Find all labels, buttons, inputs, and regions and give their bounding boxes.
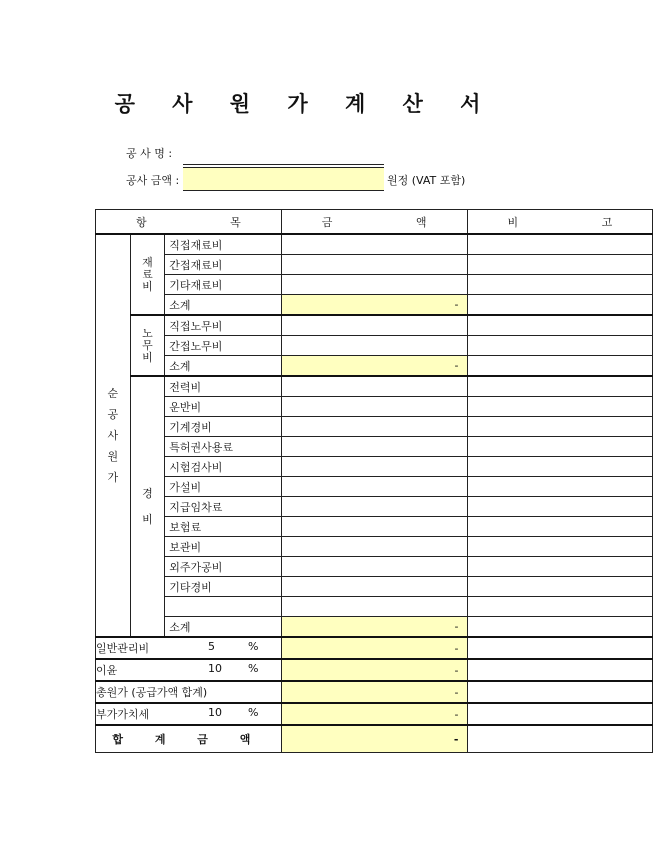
grand-total-label: 합 계 금 액 [96, 725, 282, 753]
amount-cell[interactable] [281, 477, 467, 497]
remark-cell[interactable] [467, 617, 653, 638]
subtotal-label: 소계 [165, 295, 282, 316]
subtotal-row [96, 356, 653, 377]
remark-cell[interactable] [467, 356, 653, 377]
table-row [96, 255, 653, 275]
amount-cell[interactable] [281, 437, 467, 457]
table-row [96, 497, 653, 517]
table-row [96, 437, 653, 457]
remark-cell[interactable] [467, 397, 653, 417]
item-label: 기타재료비 [165, 275, 282, 295]
header-item: 항 목 [96, 210, 282, 235]
item-label: 시험검사비 [165, 457, 282, 477]
item-label: 전력비 [165, 376, 282, 397]
remark-cell[interactable] [467, 275, 653, 295]
remark-cell[interactable] [467, 557, 653, 577]
amount-cell[interactable] [281, 597, 467, 617]
table-row [96, 597, 653, 617]
remark-cell[interactable] [467, 295, 653, 316]
header-row [96, 210, 653, 235]
item-label: 기타경비 [165, 577, 282, 597]
item-label [165, 597, 282, 617]
group-material: 재 료 비 [130, 234, 165, 315]
subtotal-amount: - [281, 356, 467, 377]
amount-cell[interactable] [281, 457, 467, 477]
remark-cell[interactable] [467, 637, 653, 659]
remark-cell[interactable] [467, 437, 653, 457]
remark-cell[interactable] [467, 255, 653, 275]
remark-cell[interactable] [467, 417, 653, 437]
amount-suffix: 원정 (VAT 포함) [387, 174, 466, 187]
subtotal-amount: - [281, 295, 467, 316]
amount-cell[interactable] [281, 557, 467, 577]
remark-cell[interactable] [467, 597, 653, 617]
amount-cell[interactable] [281, 234, 467, 255]
table-row [96, 457, 653, 477]
general-admin-amount: - [281, 637, 467, 659]
remark-cell[interactable] [467, 517, 653, 537]
table-row [96, 477, 653, 497]
table-row [96, 577, 653, 597]
amount-cell[interactable] [281, 255, 467, 275]
profit-label: 이윤 10 % [96, 659, 282, 681]
general-admin-row [96, 637, 653, 659]
item-label: 기계경비 [165, 417, 282, 437]
amount-cell[interactable] [281, 336, 467, 356]
project-name-underline [183, 164, 384, 165]
header-amount: 금 액 [281, 210, 467, 235]
amount-cell[interactable] [281, 517, 467, 537]
subtotal-row [96, 295, 653, 316]
remark-cell[interactable] [467, 725, 653, 753]
cost-table [95, 209, 653, 753]
item-label: 지급임차료 [165, 497, 282, 517]
subtotal-label: 소계 [165, 617, 282, 638]
total-cost-row [96, 681, 653, 703]
table-row [96, 557, 653, 577]
grand-total-amount: - [281, 725, 467, 753]
vat-row [96, 703, 653, 725]
item-label: 보관비 [165, 537, 282, 557]
table-row [96, 537, 653, 557]
document-title: 공 사 원 가 계 산 서 [114, 92, 496, 116]
item-label: 직접노무비 [165, 315, 282, 336]
item-label: 직접재료비 [165, 234, 282, 255]
table-row [96, 417, 653, 437]
total-cost-label: 총원가 (공급가액 합계) [96, 681, 282, 703]
remark-cell[interactable] [467, 315, 653, 336]
remark-cell[interactable] [467, 477, 653, 497]
amount-cell[interactable] [281, 315, 467, 336]
remark-cell[interactable] [467, 703, 653, 725]
total-cost-amount: - [281, 681, 467, 703]
table-row [96, 315, 653, 336]
item-label: 운반비 [165, 397, 282, 417]
item-label: 간접재료비 [165, 255, 282, 275]
subtotal-row [96, 617, 653, 638]
general-admin-label: 일반관리비 5 % [96, 637, 282, 659]
amount-cell[interactable] [281, 497, 467, 517]
table-row [96, 397, 653, 417]
header-remark: 비 고 [467, 210, 653, 235]
group-net-cost: 순 공 사 원 가 [96, 234, 131, 637]
group-expense: 경 비 [130, 376, 165, 637]
remark-cell[interactable] [467, 457, 653, 477]
amount-cell[interactable] [281, 397, 467, 417]
subtotal-amount: - [281, 617, 467, 638]
vat-amount: - [281, 703, 467, 725]
profit-amount: - [281, 659, 467, 681]
amount-field[interactable] [183, 167, 384, 191]
amount-cell[interactable] [281, 537, 467, 557]
table-row [96, 234, 653, 255]
remark-cell[interactable] [467, 234, 653, 255]
item-label: 외주가공비 [165, 557, 282, 577]
remark-cell[interactable] [467, 681, 653, 703]
profit-row [96, 659, 653, 681]
subtotal-label: 소계 [165, 356, 282, 377]
item-label: 간접노무비 [165, 336, 282, 356]
table-row [96, 517, 653, 537]
table-row [96, 376, 653, 397]
item-label: 가설비 [165, 477, 282, 497]
amount-cell[interactable] [281, 275, 467, 295]
table-row [96, 336, 653, 356]
project-name-label: 공 사 명 : [126, 147, 173, 160]
remark-cell[interactable] [467, 577, 653, 597]
vat-label: 부가가치세 10 % [96, 703, 282, 725]
amount-label: 공사 금액 : [126, 174, 180, 187]
remark-cell[interactable] [467, 336, 653, 356]
amount-cell[interactable] [281, 577, 467, 597]
group-labor: 노 무 비 [130, 315, 165, 376]
table-row [96, 275, 653, 295]
grand-total-row [96, 725, 653, 753]
remark-cell[interactable] [467, 659, 653, 681]
amount-cell[interactable] [281, 376, 467, 397]
remark-cell[interactable] [467, 376, 653, 397]
item-label: 특허권사용료 [165, 437, 282, 457]
remark-cell[interactable] [467, 497, 653, 517]
item-label: 보험료 [165, 517, 282, 537]
amount-cell[interactable] [281, 417, 467, 437]
remark-cell[interactable] [467, 537, 653, 557]
